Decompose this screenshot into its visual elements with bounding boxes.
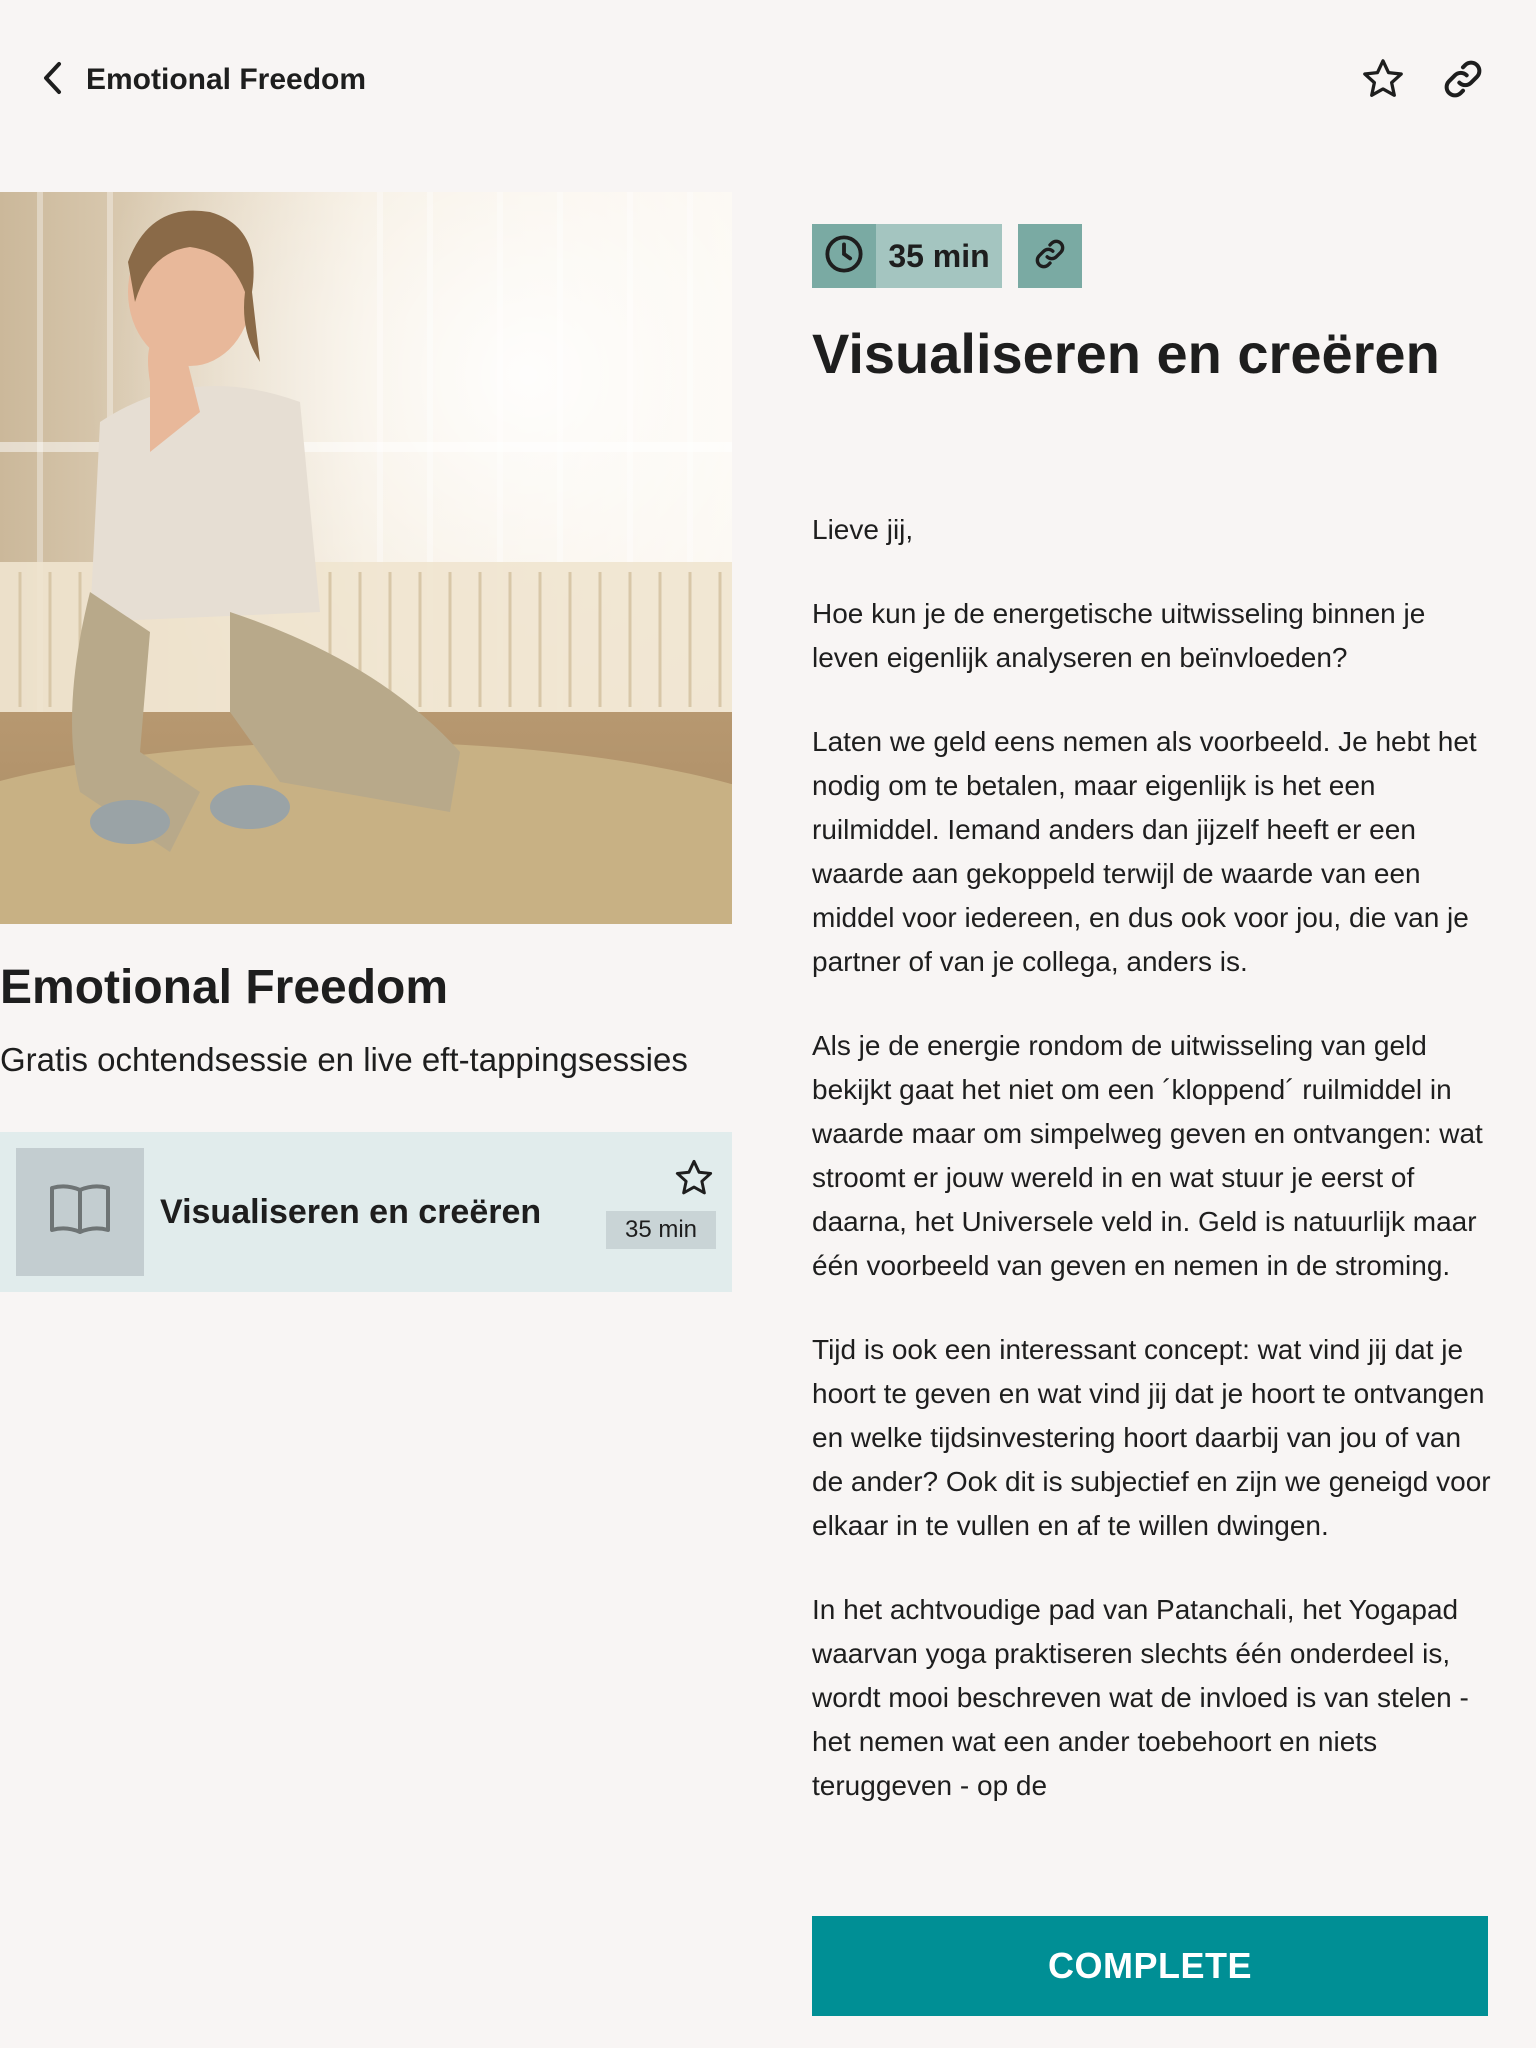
top-bar	[0, 0, 1536, 160]
favorite-button[interactable]	[1358, 56, 1408, 106]
lesson-list-title: Visualiseren en creëren	[160, 1193, 542, 1231]
course-hero-image	[0, 192, 732, 924]
course-subtitle: Gratis ochtendsessie en live eft-tappingsessies	[0, 1041, 688, 1078]
clock-icon	[823, 233, 865, 280]
share-link-button[interactable]	[1438, 56, 1488, 106]
link-icon	[1033, 237, 1067, 276]
lesson-favorite-button[interactable]	[670, 1156, 718, 1204]
book-icon	[48, 1182, 112, 1243]
link-icon	[1441, 57, 1485, 106]
body-paragraph: Tijd is ook een interessant concept: wat vind jij dat je hoort te geven en wat vind jij dat je hoort te ontvangen en welke tijdsinvestering hoort daarbij van jou of van de ander? Ook dit is subjectief en zijn we geneigd voor elkaar in te vullen en af te willen dwingen.	[812, 1334, 1491, 1541]
star-outline-icon	[1360, 56, 1406, 107]
body-paragraph: Lieve jij,	[812, 514, 914, 545]
lesson-meta	[812, 224, 1082, 288]
body-paragraph: In het achtvoudige pad van Patanchali, het Yogapad waarvan yoga praktiseren slechts één onderdeel is, wordt mooi beschreven wat de invloed is van stelen - het nemen wat een ander toebehoort en niets teruggeven - op de	[812, 1594, 1469, 1801]
body-paragraph: Hoe kun je de energetische uitwisseling binnen je leven eigenlijk analyseren en beïnvloeden?	[812, 598, 1426, 673]
course-title: Emotional Freedom	[0, 961, 449, 1014]
chevron-left-icon	[41, 61, 63, 100]
lesson-duration-badge: 35 min	[606, 1211, 716, 1249]
back-button[interactable]	[36, 62, 68, 98]
star-outline-icon	[673, 1157, 715, 1204]
clock-badge	[812, 224, 876, 288]
body-paragraph: Laten we geld eens nemen als voorbeeld. Je hebt het nodig om te betalen, maar eigenlijk is het een ruilmiddel. Iemand anders dan jijzelf heeft er een waarde aan gekoppeld terwijl de waarde van een middel voor iedereen, en dus ook voor jou, die van je partner of van je collega, anders is.	[812, 726, 1477, 977]
lesson-link-button[interactable]	[1018, 224, 1082, 288]
page-title: Emotional Freedom	[86, 63, 367, 96]
lesson-title: Visualiseren en creëren	[812, 322, 1440, 385]
body-paragraph: Als je de energie rondom de uitwisseling van geld bekijkt gaat het niet om een ´kloppend´ ruilmiddel in waarde maar om simpelweg geven en ontvangen: wat stroomt er jouw wereld in en wat stuur je eerst of daarna, het Universele veld in. Geld is natuurlijk maar één voorbeeld van geven en nemen in de stroming.	[812, 1030, 1483, 1281]
complete-button[interactable]: COMPLETE	[812, 1916, 1488, 2016]
lesson-body[interactable]	[812, 508, 1492, 1882]
lesson-duration: 35 min	[876, 224, 1002, 288]
lesson-thumbnail	[16, 1148, 144, 1276]
